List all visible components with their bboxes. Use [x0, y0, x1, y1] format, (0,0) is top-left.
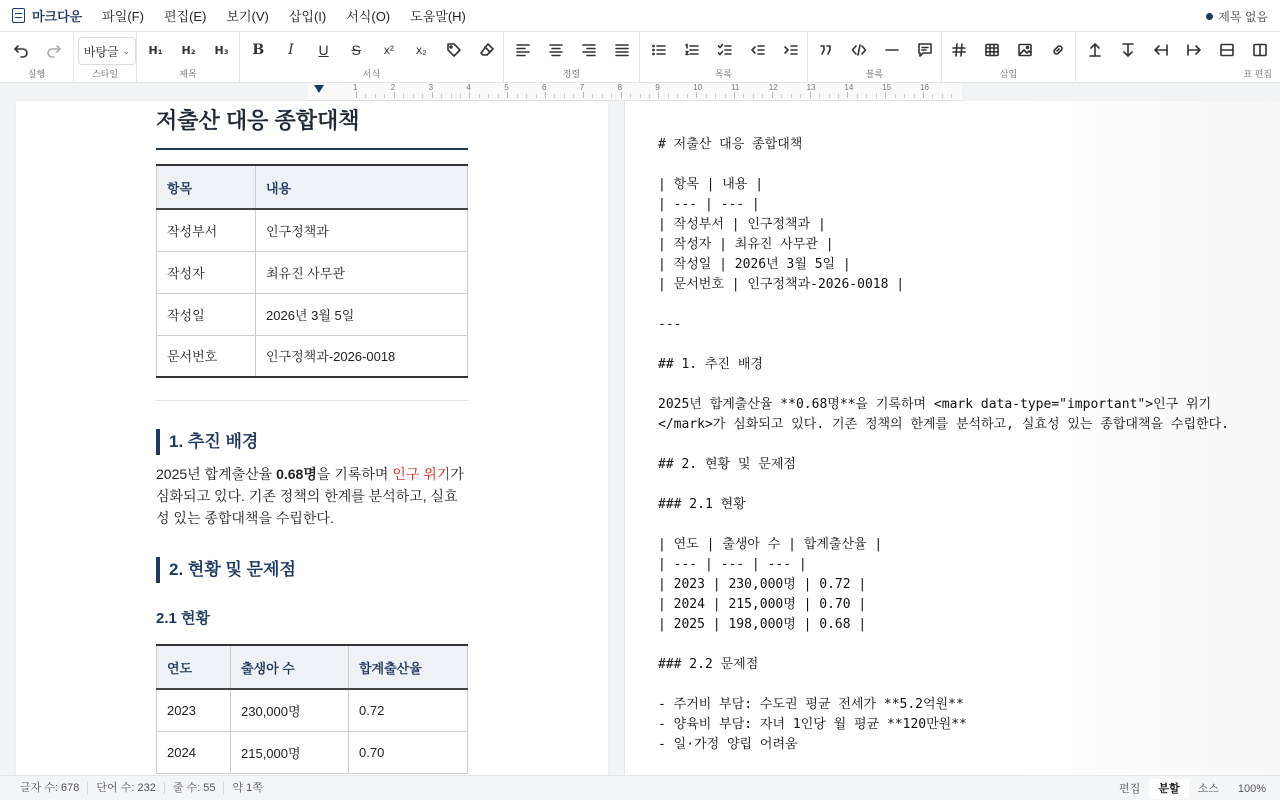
ruler-minor-tick	[517, 94, 518, 98]
ruler-minor-tick	[365, 94, 366, 98]
ruler-tick	[394, 92, 395, 98]
source-line: | 항목 | 내용 |	[658, 177, 764, 192]
source-line	[658, 675, 1229, 695]
source-text[interactable]	[658, 135, 1229, 755]
ruler-minor-tick	[573, 94, 574, 98]
bold-icon[interactable]: B	[252, 42, 265, 58]
source-line: ### 2.1 현황	[658, 497, 746, 512]
ruler-tick	[356, 92, 357, 98]
line-count: 줄 수: 55	[165, 782, 225, 794]
source-line: - 일·가정 양립 어려움	[658, 737, 798, 752]
ruler-minor-tick	[384, 94, 385, 98]
ruler-ticks	[308, 83, 962, 101]
ruler-minor-tick	[640, 94, 641, 98]
toolbar-group-align	[504, 32, 640, 83]
callout-icon[interactable]	[908, 35, 941, 65]
outdent-icon[interactable]	[741, 35, 774, 65]
menu-insert[interactable]: 삽입(I)	[288, 9, 327, 24]
ruler-minor-tick	[630, 94, 631, 98]
table-row	[157, 731, 468, 773]
hash-icon[interactable]	[942, 35, 975, 65]
bullet-list-icon[interactable]	[642, 35, 675, 65]
ruler-minor-tick	[479, 94, 480, 98]
source-line: - 주거비 부담: 수도권 평균 전세가 **5.2억원**	[658, 697, 964, 712]
ruler-minor-tick	[791, 94, 792, 98]
source-line: - 양육비 부담: 자녀 1인당 월 평균 **120만원**	[658, 717, 967, 732]
highlight-mark: 인구 위기	[392, 466, 451, 482]
ruler-number: 14	[844, 83, 854, 92]
link-icon[interactable]	[1041, 35, 1074, 65]
menu-help[interactable]: 도움말(H)	[410, 9, 466, 24]
meta-table	[156, 164, 468, 378]
group-label-style: 스타일	[91, 69, 119, 79]
source-line	[658, 475, 1229, 495]
table-header: 내용	[256, 165, 468, 209]
source-line: ### 2.2 문제점	[658, 657, 759, 672]
ruler-minor-tick	[743, 94, 744, 98]
paragraph-text: 2025년 합계출산율	[156, 466, 277, 482]
document-icon	[12, 8, 25, 23]
preview-content	[156, 101, 468, 774]
ruler-minor-tick	[687, 94, 688, 98]
menu-format[interactable]: 서식(O)	[346, 9, 391, 24]
ruler-minor-tick	[781, 94, 782, 98]
ruler-minor-tick	[932, 94, 933, 98]
ruler-minor-tick	[413, 94, 414, 98]
ruler-minor-tick	[554, 94, 555, 98]
ruler-minor-tick	[762, 94, 763, 98]
table-cell: 인구정책과	[256, 209, 468, 251]
source-line	[658, 515, 1229, 535]
document-title: 저출산 대응 종합대책	[156, 106, 468, 150]
ruler-minor-tick	[602, 94, 603, 98]
table-cell: 작성일	[157, 293, 256, 335]
table-cell: 작성부서	[157, 209, 256, 251]
table-cell: 2024	[157, 731, 231, 773]
menu-file[interactable]: 파일(F)	[102, 9, 144, 24]
app-brand	[12, 6, 82, 25]
paragraph-style-value: 바탕글	[83, 44, 119, 59]
ruler-number: 1	[353, 83, 358, 92]
group-label-block: 블록	[865, 69, 884, 79]
ruler-minor-tick	[422, 94, 423, 98]
table-row	[157, 689, 468, 731]
group-label-insert: 삽입	[999, 69, 1018, 79]
ruler-tick	[469, 92, 470, 98]
group-label-format: 서식	[362, 69, 381, 79]
source-line: | --- | --- | --- |	[658, 557, 807, 572]
mode-split[interactable]: 분할	[1149, 779, 1188, 799]
source-line: | 연도 | 출생아 수 | 합계출산율 |	[658, 537, 883, 552]
source-line: | 작성일 | 2026년 3월 5일 |	[658, 257, 851, 272]
checklist-icon[interactable]	[708, 35, 741, 65]
group-label-list: 목록	[714, 69, 733, 79]
mode-source[interactable]: 소스	[1197, 782, 1219, 795]
ruler-number: 13	[806, 83, 816, 92]
align-left-icon[interactable]	[506, 35, 539, 65]
ruler-minor-tick	[838, 94, 839, 98]
source-line: 2025년 합계출산율 **0.68명**을 기록하며 <mark data-type="important">인구 위기	[658, 397, 1212, 412]
source-line: # 저출산 대응 종합대책	[658, 137, 803, 152]
subscript-icon[interactable]: x₂	[416, 43, 427, 57]
editor-workarea	[0, 83, 1280, 775]
subsection-heading: 2.1 현황	[156, 610, 210, 627]
ruler-number: 11	[731, 83, 740, 92]
ruler-tick	[545, 92, 546, 98]
status-bar	[0, 775, 1280, 800]
ruler-minor-tick	[725, 94, 726, 98]
ruler-tick	[696, 92, 697, 98]
char-count: 글자 수: 678	[0, 782, 88, 794]
ruler-minor-tick	[498, 94, 499, 98]
insert-row-above-icon[interactable]	[1078, 35, 1111, 65]
ruler-tick	[810, 92, 811, 98]
ruler-minor-tick	[375, 94, 376, 98]
section-heading: 1. 추진 배경	[156, 429, 468, 455]
ruler-tick	[432, 92, 433, 98]
ruler-tick	[734, 92, 735, 98]
ruler-number: 8	[617, 83, 623, 92]
code-icon[interactable]	[843, 35, 876, 65]
table-row	[157, 293, 468, 335]
preview-page[interactable]	[16, 101, 608, 775]
mode-edit[interactable]: 편집	[1119, 782, 1141, 795]
paragraph-text: 을 기록하며	[316, 466, 393, 482]
align-justify-icon[interactable]	[605, 35, 638, 65]
source-line: ## 1. 추진 배경	[658, 357, 764, 372]
ruler-minor-tick	[564, 94, 565, 98]
ruler-minor-tick	[942, 94, 943, 98]
menu-edit[interactable]: 편집(E)	[163, 9, 207, 24]
clear-format-icon[interactable]	[470, 35, 503, 65]
toolbar-group-heading	[137, 32, 240, 83]
toolbar-group-block	[808, 32, 942, 83]
redo-icon[interactable]	[37, 35, 70, 65]
ruler-minor-tick	[649, 94, 650, 98]
insert-column-left-icon[interactable]	[1144, 35, 1177, 65]
horizontal-rule-icon[interactable]	[876, 35, 909, 65]
source-line: | 2025 | 198,000명 | 0.68 |	[658, 617, 867, 632]
table-row	[157, 335, 468, 377]
toolbar-group-run	[0, 32, 74, 83]
table-cell: 230,000명	[231, 689, 349, 731]
ruler-tick	[772, 92, 773, 98]
heading-3-button[interactable]: H₃	[214, 43, 229, 57]
ruler-minor-tick	[526, 94, 527, 98]
table-header: 연도	[157, 645, 231, 689]
status-table	[156, 644, 468, 774]
source-line	[658, 435, 1229, 455]
ruler-minor-tick	[951, 94, 952, 98]
ruler-number: 10	[693, 83, 703, 92]
table-cell: 215,000명	[231, 731, 349, 773]
align-center-icon[interactable]	[539, 35, 572, 65]
paragraph-text: 가 심화되고 있다. 기존 정책의 한계를 분석하고, 실효성 있는 종합대책을 수립한다.	[156, 466, 464, 526]
source-line	[658, 335, 1229, 355]
ruler-number: 15	[882, 83, 892, 92]
app-name: 마크다운	[32, 9, 83, 24]
menu-bar	[0, 0, 1280, 32]
ruler-minor-tick	[677, 94, 678, 98]
ruler-minor-tick	[904, 94, 905, 98]
ruler-minor-tick	[441, 94, 442, 98]
source-line: | 2024 | 215,000명 | 0.70 |	[658, 597, 867, 612]
ruler-minor-tick	[914, 94, 915, 98]
table-header: 합계출산율	[349, 645, 468, 689]
toolbar-group-format	[240, 32, 504, 83]
ruler-number: 5	[504, 83, 509, 92]
menu-view[interactable]: 보기(V)	[226, 9, 269, 24]
heading-2-button[interactable]: H₂	[181, 43, 196, 57]
view-mode-switch	[1110, 776, 1270, 800]
indent-marker[interactable]	[314, 85, 324, 93]
document-title-status: 제목 없음	[1218, 9, 1268, 24]
indent-icon[interactable]	[774, 35, 807, 65]
table-header: 항목	[157, 165, 256, 209]
ruler-tick	[658, 92, 659, 98]
table-cell: 2026년 3월 5일	[256, 293, 468, 335]
ruler-minor-tick	[668, 94, 669, 98]
ruler-minor-tick	[829, 94, 830, 98]
ruler-tick	[923, 92, 924, 98]
source-pane[interactable]	[624, 101, 1280, 775]
source-line: ## 2. 현황 및 문제점	[658, 457, 796, 472]
group-label-heading: 제목	[179, 69, 197, 79]
toolbar-group-list	[640, 32, 808, 83]
ruler-minor-tick	[706, 94, 707, 98]
align-right-icon[interactable]	[572, 35, 605, 65]
section-heading: 2. 현황 및 문제점	[156, 557, 468, 583]
ruler-minor-tick	[715, 94, 716, 98]
ruler-tick	[583, 92, 584, 98]
table-row	[157, 251, 468, 293]
quote-icon[interactable]	[810, 35, 843, 65]
source-line: | --- | --- |	[658, 197, 760, 212]
table-cell: 최유진 사무관	[256, 251, 468, 293]
source-line: </mark>가 심화되고 있다. 기존 정책의 한계를 분석하고, 실효성 있는 종합대책을 수립한다.	[658, 417, 1229, 432]
ruler-number: 6	[542, 83, 547, 92]
source-line: | 문서번호 | 인구정책과-2026-0018 |	[658, 277, 905, 292]
group-label-table-edit: 표 편집	[1243, 69, 1272, 79]
ruler-number: 16	[920, 83, 929, 92]
insert-column-right-icon[interactable]	[1177, 35, 1210, 65]
delete-column-icon[interactable]	[1243, 35, 1276, 65]
strikethrough-icon[interactable]: S	[351, 42, 361, 58]
ruler-minor-tick	[460, 94, 461, 98]
source-line	[658, 635, 1229, 655]
delete-row-icon[interactable]	[1210, 35, 1243, 65]
bold-text: 0.68명	[276, 466, 317, 482]
ruler-minor-tick	[876, 94, 877, 98]
ruler-minor-tick	[866, 94, 867, 98]
tag-icon[interactable]	[438, 35, 471, 65]
zoom-level[interactable]: 100%	[1237, 782, 1266, 795]
toolbar	[0, 32, 1280, 83]
table-header: 출생아 수	[231, 645, 349, 689]
ruler-number: 9	[655, 83, 660, 92]
ruler-minor-tick	[819, 94, 820, 98]
group-label-align: 정렬	[562, 69, 581, 79]
insert-row-below-icon[interactable]	[1111, 35, 1144, 65]
ruler-minor-tick	[451, 94, 452, 98]
source-line: | 2023 | 230,000명 | 0.72 |	[658, 577, 867, 592]
table-icon[interactable]	[975, 35, 1008, 65]
ruler-tick	[621, 92, 622, 98]
ruler-number: 2	[390, 83, 396, 92]
source-line	[658, 155, 1229, 175]
ruler-minor-tick	[592, 94, 593, 98]
ruler-tick	[507, 92, 508, 98]
ruler-number: 4	[466, 83, 471, 92]
chevron-down-icon: ⌄	[122, 45, 131, 56]
source-line: | 작성자 | 최유진 사무관 |	[658, 237, 834, 252]
toolbar-group-table-edit	[1076, 32, 1280, 83]
heading-1-button[interactable]: H₁	[148, 43, 163, 57]
source-line: | 작성부서 | 인구정책과 |	[658, 217, 826, 232]
document-status	[1206, 0, 1268, 32]
table-cell: 2023	[157, 689, 231, 731]
toolbar-group-style	[74, 32, 137, 83]
group-label-run: 실행	[27, 69, 46, 79]
ruler	[308, 83, 962, 101]
italic-icon[interactable]: I	[288, 42, 294, 58]
word-count: 단어 수: 232	[88, 782, 164, 794]
table-cell: 인구정책과-2026-0018	[256, 335, 468, 377]
source-line: ---	[658, 317, 682, 332]
paragraph-style-select[interactable]	[78, 37, 136, 65]
ruler-tick	[847, 92, 848, 98]
status-dot-icon	[1206, 13, 1213, 20]
undo-icon[interactable]	[4, 35, 37, 65]
ruler-number: 12	[768, 83, 778, 92]
source-line	[658, 375, 1229, 395]
ruler-minor-tick	[611, 94, 612, 98]
table-row	[157, 209, 468, 251]
table-cell: 작성자	[157, 251, 256, 293]
table-cell: 0.70	[349, 731, 468, 773]
ruler-number: 3	[428, 83, 434, 92]
ruler-minor-tick	[536, 94, 537, 98]
numbered-list-icon[interactable]	[675, 35, 708, 65]
source-line	[658, 295, 1229, 315]
toolbar-group-insert	[942, 32, 1076, 83]
ruler-minor-tick	[800, 94, 801, 98]
image-icon[interactable]	[1008, 35, 1041, 65]
superscript-icon[interactable]: x²	[383, 43, 394, 57]
ruler-minor-tick	[753, 94, 754, 98]
ruler-minor-tick	[857, 94, 858, 98]
page-count: 약 1쪽	[232, 782, 263, 794]
ruler-tick	[885, 92, 886, 98]
horizontal-rule	[156, 400, 468, 401]
ruler-number: 7	[579, 83, 585, 92]
ruler-minor-tick	[403, 94, 404, 98]
paragraph	[156, 463, 468, 529]
underline-icon[interactable]: U	[318, 42, 329, 58]
table-cell: 0.72	[349, 689, 468, 731]
ruler-minor-tick	[488, 94, 489, 98]
table-cell: 문서번호	[157, 335, 256, 377]
ruler-minor-tick	[895, 94, 896, 98]
